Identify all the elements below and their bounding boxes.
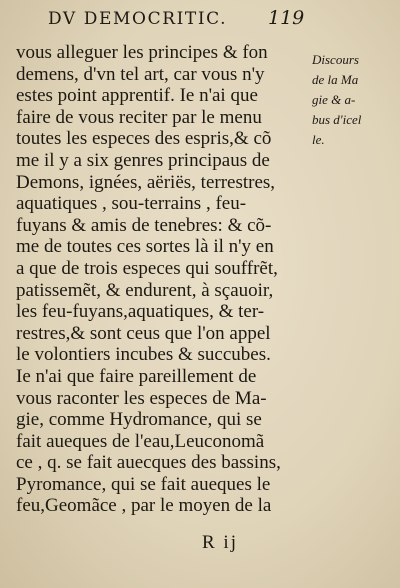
text-line: fait aueques de l'eau,Leuconomã: [16, 430, 265, 452]
text-line: le volontiers incubes & succubes.: [16, 344, 271, 366]
text-line: les feu-fuyans,aquatiques, & ter-: [16, 301, 265, 323]
text-line: Ie n'ai que faire pareillement de: [16, 365, 257, 387]
running-title: DV DEMOCRITIC.: [48, 9, 228, 29]
page-header: [22, 6, 312, 34]
text-line: ce , q. se fait auecques des bassins,: [16, 452, 281, 474]
text-line: patissemẽt, & endurent, à sçauoir,: [16, 279, 274, 301]
text-line: feu,Geomãce , par le moyen de la: [16, 495, 272, 517]
text-line: a que de trois especes qui souffrẽt,: [16, 257, 278, 279]
text-line: vous raconter les especes de Ma-: [16, 387, 267, 409]
text-line: toutes les especes des espris,& cõ: [16, 128, 272, 150]
margin-note-line: de la Ma: [312, 72, 359, 87]
text-line: fuyans & amis de tenebres: & cõ-: [16, 214, 272, 236]
text-line: estes point apprentif. Ie n'ai que: [16, 85, 258, 107]
text-line: aquatiques , sou-terrains , feu-: [16, 193, 247, 215]
text-line: restres,& sont ceus que l'on appel: [16, 322, 271, 344]
text-line: Demons, ignées, aëriës, terrestres,: [16, 171, 276, 193]
text-line: me il y a six genres principaus de: [16, 149, 270, 171]
text-line: demens, d'vn tel art, car vous n'y: [16, 63, 265, 85]
margin-note-line: bus d'icel: [312, 112, 362, 127]
text-line: Pyromance, qui se fait aueques le: [16, 473, 271, 495]
text-line: faire de vous reciter par le menu: [16, 106, 262, 128]
page-number: 119: [268, 7, 305, 29]
text-line: vous alleguer les principes & fon: [16, 42, 268, 63]
margin-note-line: Discours: [312, 52, 359, 67]
text-line: me de toutes ces sortes là il n'y en: [16, 236, 274, 258]
margin-note-line: le.: [312, 132, 325, 147]
margin-note: [312, 50, 396, 150]
margin-note-line: gie & a-: [312, 92, 356, 107]
signature-mark: R ij: [202, 532, 238, 553]
text-line: gie, comme Hydromance, qui se: [16, 409, 262, 431]
body-text: [16, 42, 312, 517]
